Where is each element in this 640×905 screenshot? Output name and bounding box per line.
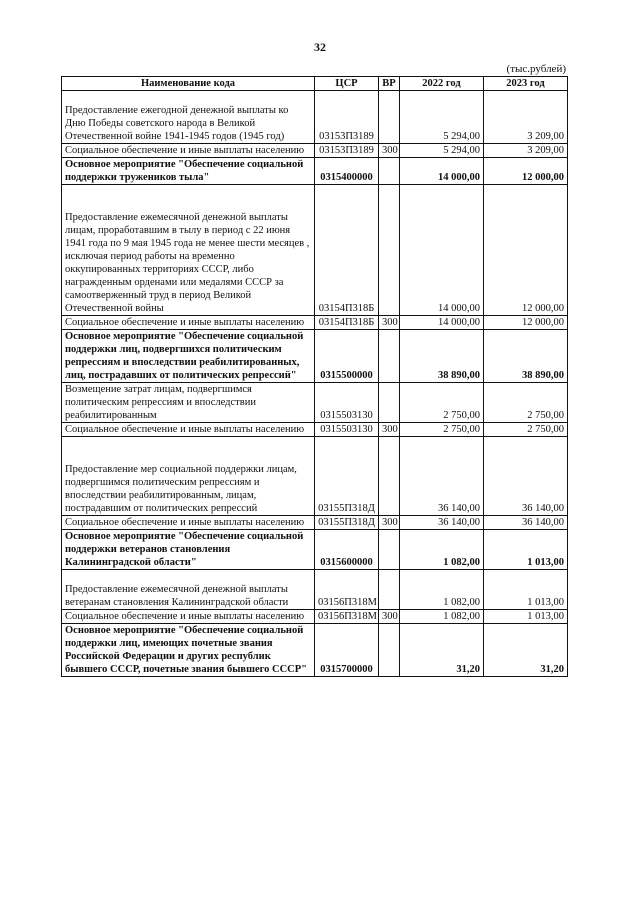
header-2023: 2023 год <box>484 77 568 91</box>
row-csr: 0315503130 <box>315 423 379 437</box>
header-name: Наименование кода <box>62 77 315 91</box>
row-vr: 300 <box>379 316 400 330</box>
row-2022: 14 000,00 <box>400 158 484 185</box>
row-2022: 36 140,00 <box>400 516 484 530</box>
row-name-text: Основное мероприятие "Обеспечение социальной поддержки лиц, имеющих почетные звания Российской Федерации и других республик бывшего СССР, почетные звания бывшего СССР" <box>65 625 307 675</box>
row-name-text: Предоставление ежемесячной денежной выплаты ветеранам становления Калининградской области <box>65 584 289 608</box>
row-name <box>62 383 315 423</box>
row-name <box>62 516 315 530</box>
row-name <box>62 185 315 316</box>
row-2023: 3 209,00 <box>484 91 568 144</box>
table-row <box>62 570 568 610</box>
table-row <box>62 610 568 624</box>
table-row <box>62 530 568 570</box>
row-2022: 1 082,00 <box>400 530 484 570</box>
row-2023: 2 750,00 <box>484 423 568 437</box>
row-2023: 36 140,00 <box>484 516 568 530</box>
table-row <box>62 516 568 530</box>
row-name-text: Социальное обеспечение и иные выплаты населению <box>65 145 305 156</box>
row-name-text: Предоставление ежегодной денежной выплаты ко Дню Победы советского народа в Великой Отечественной войне 1941-1945 годов (1945 год) <box>65 105 289 142</box>
header-2022: 2022 год <box>400 77 484 91</box>
header-vr: ВР <box>379 77 400 91</box>
row-name <box>62 437 315 516</box>
table-row <box>62 144 568 158</box>
row-2022: 14 000,00 <box>400 185 484 316</box>
table-row <box>62 423 568 437</box>
table-header-row <box>62 77 568 91</box>
table-row <box>62 330 568 383</box>
row-2022: 2 750,00 <box>400 423 484 437</box>
row-2022: 1 082,00 <box>400 570 484 610</box>
row-name-text: Основное мероприятие "Обеспечение социальной поддержки лиц, подвергшихся политическим репрессиям и впоследствии реабилитированных, лиц, пострадавших от политических репрессий" <box>65 331 304 381</box>
row-vr <box>379 158 400 185</box>
row-name-text: Возмещение затрат лицам, подвергшимся политическим репрессиям и впоследствии реабилитированным <box>65 384 256 421</box>
row-csr: 03156П318М <box>315 570 379 610</box>
table-row <box>62 316 568 330</box>
row-csr: 03156П318М <box>315 610 379 624</box>
row-name-text: Предоставление мер социальной поддержки лицам, подвергшимся политическим репрессиям и впоследствии реабилитированным, лицам, пострадавшим от политических репрессий <box>65 464 297 514</box>
row-csr: 03155П318Д <box>315 437 379 516</box>
row-2023: 3 209,00 <box>484 144 568 158</box>
row-csr: 03153П3189 <box>315 91 379 144</box>
row-vr <box>379 383 400 423</box>
row-csr: 03154П318Б <box>315 316 379 330</box>
row-name-text: Социальное обеспечение и иные выплаты населению <box>65 517 305 528</box>
row-vr <box>379 437 400 516</box>
row-name-text: Основное мероприятие "Обеспечение социальной поддержки ветеранов становления Калининградской области" <box>65 531 304 568</box>
row-name <box>62 610 315 624</box>
row-2023: 2 750,00 <box>484 383 568 423</box>
row-name <box>62 330 315 383</box>
row-csr: 0315500000 <box>315 330 379 383</box>
row-name <box>62 91 315 144</box>
row-csr: 03154П318Б <box>315 185 379 316</box>
row-name <box>62 570 315 610</box>
row-csr: 0315700000 <box>315 624 379 677</box>
row-vr <box>379 330 400 383</box>
row-name-text: Предоставление ежемесячной денежной выплаты лицам, проработавшим в тылу в период с 22 июня 1941 года по 9 мая 1945 года не менее шести месяцев , исключая период работы на временно оккупированных территориях СССР, либо награжденным орденами или медалями СССР за самоотверженный труд в период Великой Отечественной войны <box>65 212 310 314</box>
row-2023: 12 000,00 <box>484 158 568 185</box>
row-2022: 1 082,00 <box>400 610 484 624</box>
row-vr: 300 <box>379 423 400 437</box>
row-vr: 300 <box>379 610 400 624</box>
table-body <box>62 91 568 677</box>
row-2022: 2 750,00 <box>400 383 484 423</box>
row-csr: 0315600000 <box>315 530 379 570</box>
row-vr <box>379 570 400 610</box>
row-2023: 1 013,00 <box>484 530 568 570</box>
row-2023: 31,20 <box>484 624 568 677</box>
row-name <box>62 158 315 185</box>
row-name <box>62 530 315 570</box>
row-name <box>62 624 315 677</box>
row-2022: 38 890,00 <box>400 330 484 383</box>
row-2023: 12 000,00 <box>484 316 568 330</box>
table-row <box>62 91 568 144</box>
row-csr: 0315503130 <box>315 383 379 423</box>
row-2023: 1 013,00 <box>484 570 568 610</box>
row-name <box>62 316 315 330</box>
row-name-text: Социальное обеспечение и иные выплаты населению <box>65 611 305 622</box>
budget-table <box>61 76 568 677</box>
unit-note: (тыс.рублей) <box>506 63 566 75</box>
row-csr: 0315400000 <box>315 158 379 185</box>
row-vr: 300 <box>379 516 400 530</box>
table-row <box>62 383 568 423</box>
table-row <box>62 624 568 677</box>
table-row <box>62 185 568 316</box>
row-2023: 36 140,00 <box>484 437 568 516</box>
row-vr: 300 <box>379 144 400 158</box>
table-row <box>62 158 568 185</box>
row-2022: 36 140,00 <box>400 437 484 516</box>
row-name-text: Социальное обеспечение и иные выплаты населению <box>65 317 305 328</box>
row-vr <box>379 624 400 677</box>
page-number: 32 <box>314 40 326 54</box>
row-vr <box>379 530 400 570</box>
row-2022: 5 294,00 <box>400 91 484 144</box>
table-row <box>62 437 568 516</box>
row-2022: 31,20 <box>400 624 484 677</box>
row-vr <box>379 91 400 144</box>
row-name-text: Социальное обеспечение и иные выплаты населению <box>65 424 305 435</box>
row-name <box>62 423 315 437</box>
row-2023: 38 890,00 <box>484 330 568 383</box>
header-csr: ЦСР <box>315 77 379 91</box>
row-2023: 12 000,00 <box>484 185 568 316</box>
row-2023: 1 013,00 <box>484 610 568 624</box>
row-2022: 14 000,00 <box>400 316 484 330</box>
row-csr: 03155П318Д <box>315 516 379 530</box>
row-vr <box>379 185 400 316</box>
row-name-text: Основное мероприятие "Обеспечение социальной поддержки тружеников тыла" <box>65 159 304 183</box>
row-csr: 03153П3189 <box>315 144 379 158</box>
row-name <box>62 144 315 158</box>
row-2022: 5 294,00 <box>400 144 484 158</box>
